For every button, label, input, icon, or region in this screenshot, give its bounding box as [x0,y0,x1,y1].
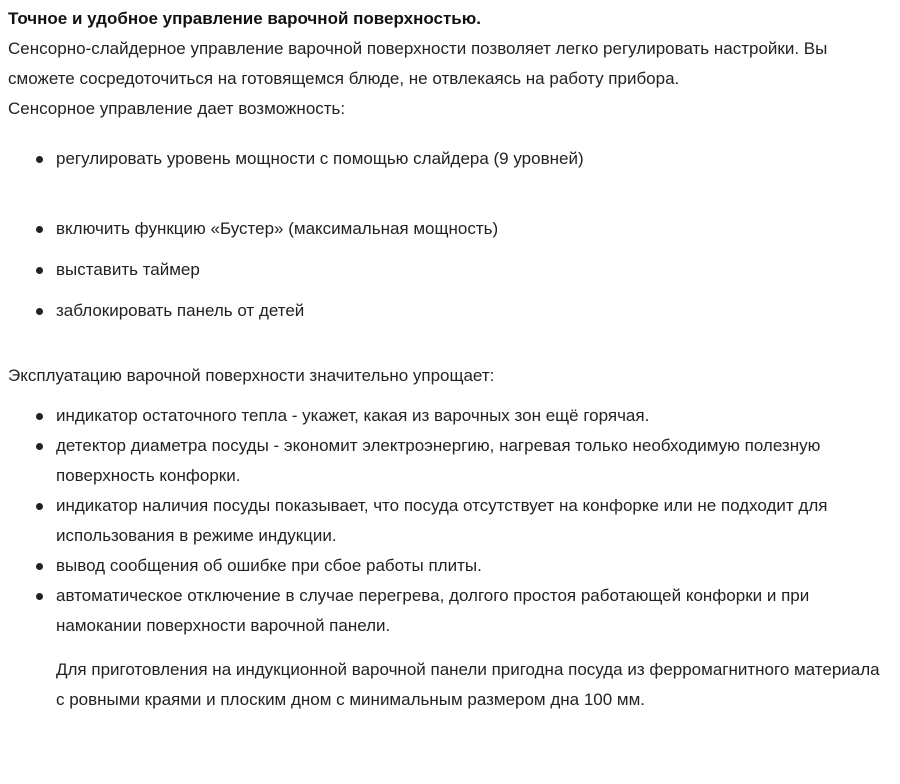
operation-item: автоматическое отключение в случае перегрева, долгого простоя работающей конфорки и при намокании поверхности варочной панели. [8,581,890,641]
feature-item: включить функцию «Бустер» (максимальная мощность) [8,214,890,244]
intro-paragraph: Сенсорно-слайдерное управление варочной поверхности позволяет легко регулировать настройки. Вы сможете сосредоточиться на готовящемся блюде, не отвлекаясь на работу прибора. [8,39,828,88]
operation-item: индикатор остаточного тепла - укажет, какая из варочных зон ещё горячая. [8,401,890,431]
operation-item: детектор диаметра посуды - экономит электроэнергию, нагревая только необходимую полезную поверхность конфорки. [8,431,890,491]
operation-intro: Эксплуатацию варочной поверхности значительно упрощает: [8,366,495,385]
operation-item: вывод сообщения об ошибке при сбое работы плиты. [8,551,890,581]
feature-item: регулировать уровень мощности с помощью слайдера (9 уровней) [8,144,890,174]
operation-list [8,401,890,641]
cookware-note: Для приготовления на индукционной варочной панели пригодна посуда из ферромагнитного материала с ровными краями и плоским дном с минимальным размером дна 100 мм. [56,660,880,709]
feature-list [8,144,890,326]
operation-item: индикатор наличия посуды показывает, что посуда отсутствует на конфорке или не подходит для использования в режиме индукции. [8,491,890,551]
touch-control-intro: Сенсорное управление дает возможность: [8,99,346,118]
section-heading: Точное и удобное управление варочной поверхностью. [8,9,481,28]
feature-item: выставить таймер [8,255,890,285]
feature-item: заблокировать панель от детей [8,296,890,326]
